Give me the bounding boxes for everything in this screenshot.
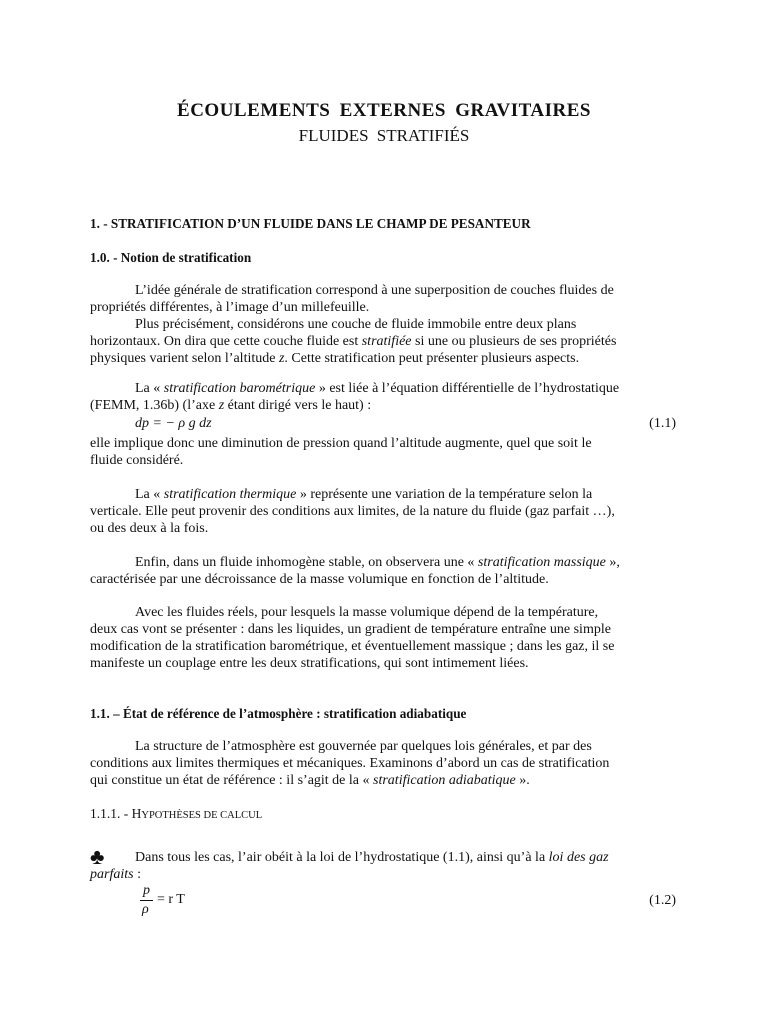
paragraph-barometric xyxy=(90,380,678,414)
text-line: L’idée générale de stratification correspond à une superposition de couches fluides de xyxy=(135,283,614,298)
text-line: conditions aux limites thermiques et mécaniques. Examinons d’abord un cas de stratification xyxy=(90,756,610,771)
document-title: ÉCOULEMENTS EXTERNES GRAVITAIRES xyxy=(177,100,591,121)
text-line: elle implique donc une diminution de pression quand l’altitude augmente, quel que soit le xyxy=(90,436,592,451)
fraction-bar xyxy=(140,900,153,901)
equation-number-1-1: (1.1) xyxy=(649,416,676,431)
document-subtitle: FLUIDES STRATIFIÉS xyxy=(298,126,470,145)
text-line: propriétés différentes, à l’image d’un millefeuille. xyxy=(90,300,370,315)
text-line: deux cas vont se présenter : dans les liquides, un gradient de température entraîne une simple xyxy=(90,622,611,637)
paragraph-atmosphere xyxy=(90,738,678,789)
club-bullet-icon: ♣ xyxy=(90,844,105,869)
text-line: La « stratification barométrique » est liée à l’équation différentielle de l’hydrostatique xyxy=(135,381,620,396)
paragraph-definition xyxy=(90,316,678,367)
paragraph-real-fluids xyxy=(90,604,678,672)
subsection-1-1-1-heading: 1.1.1. - HYPOTHÈSES DE CALCUL xyxy=(90,806,263,821)
text-line: qui constitue un état de référence : il s’agit de la « stratification adiabatique ». xyxy=(90,773,530,788)
text-line: La « stratification thermique » représente une variation de la température selon la xyxy=(135,487,593,502)
text-line: caractérisée par une décroissance de la masse volumique en fonction de l’altitude. xyxy=(90,572,549,587)
fraction-numerator: p xyxy=(143,883,150,898)
text-line: (FEMM, 1.36b) (l’axe z étant dirigé vers le haut) : xyxy=(90,398,372,413)
equation-number-1-2: (1.2) xyxy=(649,893,676,908)
paragraph-barometric-cont xyxy=(90,435,678,469)
paragraph-thermal xyxy=(90,486,678,537)
paragraph-mass xyxy=(90,554,678,588)
text-line: La structure de l’atmosphère est gouvernée par quelques lois générales, et par des xyxy=(135,739,592,754)
paragraph-perfect-gas xyxy=(90,849,678,883)
text-line: Enfin, dans un fluide inhomogène stable, on observera une « stratification massique », xyxy=(135,555,620,570)
text-line: parfaits : xyxy=(90,867,141,882)
text-line: verticale. Elle peut provenir des conditions aux limites, de la nature du fluide (gaz parfait …), xyxy=(90,504,615,519)
equation-rhs: = r T xyxy=(157,892,185,907)
text-line: physiques varient selon l’altitude z. Cette stratification peut présenter plusieurs aspects. xyxy=(90,351,580,366)
section-1-heading: 1. - STRATIFICATION D’UN FLUIDE DANS LE CHAMP DE PESANTEUR xyxy=(90,216,531,231)
text-line: manifeste un couplage entre les deux stratifications, qui sont intimement liées. xyxy=(90,656,529,671)
text-line: modification de la stratification barométrique, et éventuellement massique ; dans les gaz, il se xyxy=(90,639,615,654)
section-1-1-heading: 1.1. – État de référence de l’atmosphère : stratification adiabatique xyxy=(90,706,467,721)
equation-hydrostatic: dp = − ρ g dz xyxy=(135,416,212,431)
text-line: horizontaux. On dira que cette couche fluide est stratifiée si une ou plusieurs de ses propriétés xyxy=(90,334,617,349)
text-line: Avec les fluides réels, pour lesquels la masse volumique dépend de la température, xyxy=(135,605,599,620)
section-1-0-heading: 1.0. - Notion de stratification xyxy=(90,250,252,265)
text-line: fluide considéré. xyxy=(90,453,184,468)
text-line: ou des deux à la fois. xyxy=(90,521,209,536)
text-line: Plus précisément, considérons une couche de fluide immobile entre deux plans xyxy=(135,317,577,332)
paragraph-stratification-idea xyxy=(90,282,678,316)
text-line: Dans tous les cas, l’air obéit à la loi de l’hydrostatique (1.1), ainsi qu’à la loi des gaz xyxy=(135,850,609,865)
fraction-denominator: ρ xyxy=(142,902,149,917)
